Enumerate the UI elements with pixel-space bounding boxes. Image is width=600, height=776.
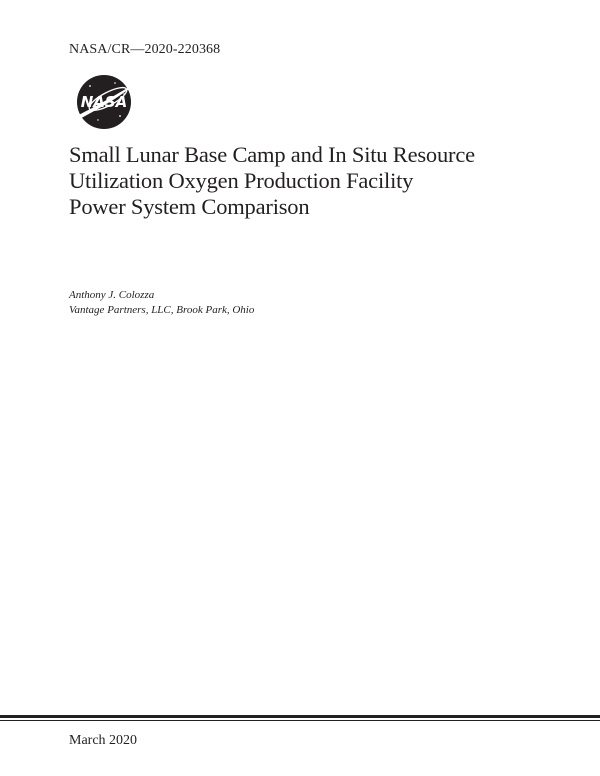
- title-line: Utilization Oxygen Production Facility: [69, 168, 414, 193]
- footer-rule-thick: [0, 715, 600, 718]
- publication-date: March 2020: [69, 733, 138, 748]
- author-affiliation: Vantage Partners, LLC, Brook Park, Ohio: [69, 304, 255, 316]
- title-line: Small Lunar Base Camp and In Situ Resource: [69, 142, 475, 167]
- author-block: [69, 288, 254, 318]
- nasa-logo-text: NASA: [80, 93, 128, 111]
- footer-rule-thin: [0, 720, 600, 721]
- nasa-logo-icon: [68, 72, 140, 132]
- author-name: Anthony J. Colozza: [69, 289, 155, 301]
- title-line: Power System Comparison: [69, 194, 310, 219]
- report-number: NASA/CR—2020-220368: [69, 42, 221, 57]
- document-title: [69, 142, 569, 220]
